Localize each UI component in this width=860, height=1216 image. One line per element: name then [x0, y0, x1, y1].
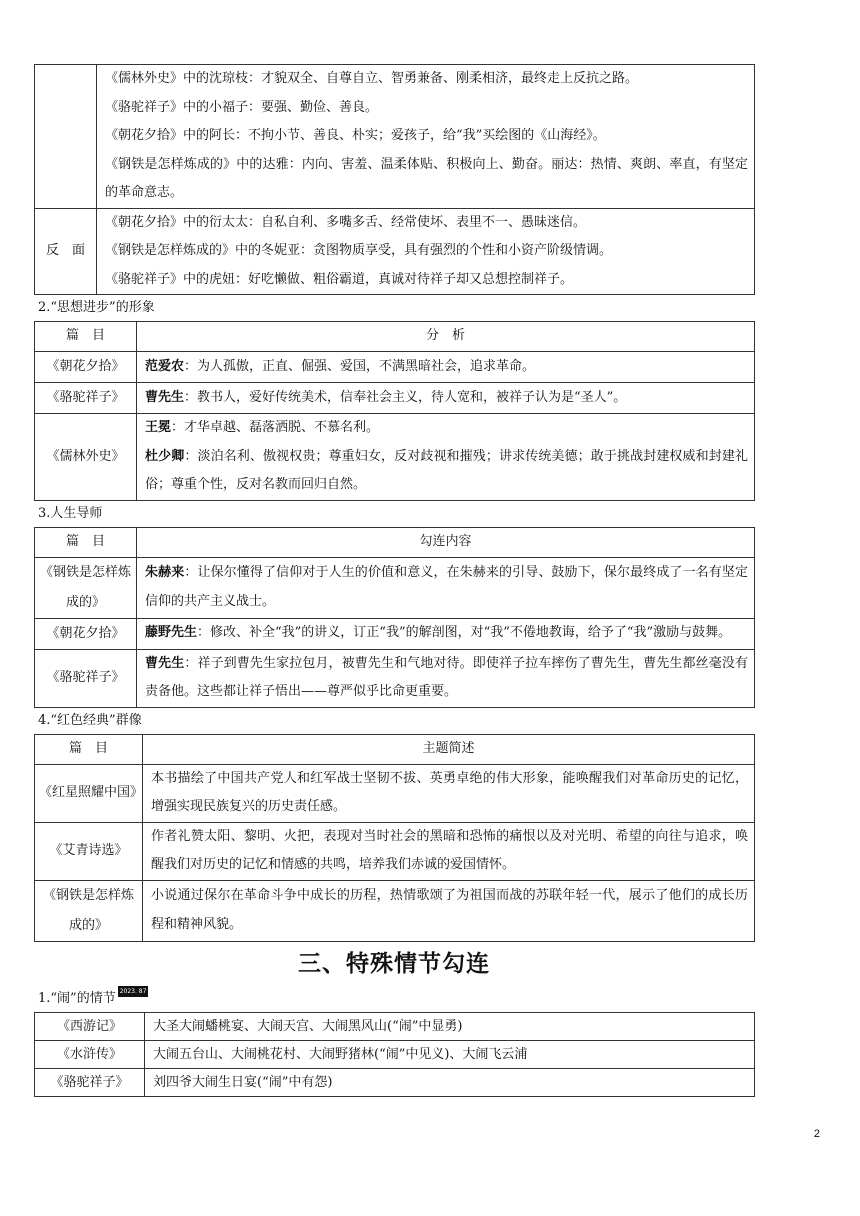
theme-summary: 小说通过保尔在革命斗争中成长的历程，热情歌颂了为祖国而战的苏联年轻一代，展示了他们的成长历程和精神风貌。 — [143, 880, 755, 941]
book-title: 《艾青诗选》 — [35, 822, 143, 880]
red-classics-table — [34, 734, 755, 942]
section-title-text: 1.“闹”的情节 — [38, 990, 116, 1006]
text-line: 《朝花夕拾》中的衍太太：自私自利、多嘴多舌、经常使坏、表里不一、愚昧迷信。 — [105, 214, 587, 230]
table-row — [35, 1068, 755, 1096]
book-title: 《骆驼祥子》 — [35, 649, 137, 707]
character-name: 范爱农 — [145, 358, 185, 374]
column-header: 分 析 — [137, 322, 755, 352]
cell-content — [137, 414, 755, 501]
section-title: 2.“思想进步”的形象 — [38, 300, 155, 315]
mentor-description: ：让保尔懂得了信仰对于人生的价值和意义，在朱赫来的引导、鼓励下，保尔最终成了一名有坚定信仰的共产主义战士。 — [145, 565, 748, 609]
text-line: 《骆驼祥子》中的虎妞：好吃懒做、粗俗霸道，真诚对待祥子却又总想控制祥子。 — [105, 271, 574, 287]
document-page — [34, 64, 754, 1097]
character-analysis: ：教书人，爱好传统美术，信奉社会主义，待人宽和，被祥子认为是“圣人”。 — [184, 389, 627, 405]
character-name: 王冕 — [145, 420, 172, 435]
section-heading: 三、特殊情节勾连 — [298, 950, 490, 977]
character-name: 杜少卿 — [145, 448, 185, 464]
column-header: 篇 目 — [35, 527, 137, 557]
plot-list: 刘四爷大闹生日宴(“闹”中有怨) — [145, 1068, 755, 1096]
text-line: 《儒林外史》中的沈琼枝：才貌双全、自尊自立、智勇兼备、刚柔相济，最终走上反抗之路。 — [105, 71, 639, 86]
book-title: 《钢铁是怎样炼成的》 — [35, 880, 143, 941]
table-header-row — [35, 527, 755, 557]
book-title: 《朝花夕拾》 — [35, 618, 137, 649]
theme-summary: 本书描绘了中国共产党人和红军战士坚韧不拔、英勇卓绝的伟大形象，能唤醒我们对革命历史的记忆，增强实现民族复兴的历史责任感。 — [143, 764, 755, 822]
column-header: 勾连内容 — [137, 527, 755, 557]
column-header: 主题简述 — [143, 734, 755, 764]
section-title: 4.“红色经典”群像 — [38, 712, 142, 728]
table-row — [35, 764, 755, 822]
book-title: 《朝花夕拾》 — [35, 352, 137, 383]
table-row — [35, 557, 755, 618]
table-row — [35, 1040, 755, 1068]
table-row — [35, 1012, 755, 1040]
column-header: 篇 目 — [35, 322, 137, 352]
book-title: 《西游记》 — [35, 1012, 145, 1040]
row-label: 反 面 — [35, 208, 97, 295]
text-line: 《钢铁是怎样炼成的》中的达雅：内向、害羞、温柔体贴、积极向上、勤奋。丽达：热情、爽朗、率直，有坚定的革命意志。 — [105, 156, 748, 200]
text-line — [145, 443, 748, 500]
text-line — [145, 414, 748, 443]
table-row — [35, 649, 755, 707]
character-table — [34, 64, 755, 295]
table-row — [35, 65, 755, 209]
table-row — [35, 618, 755, 649]
cell-content — [97, 208, 755, 295]
plot-list: 大圣大闹蟠桃宴、大闹天宫、大闹黑风山(“闹”中显勇) — [145, 1012, 755, 1040]
uproar-plot-table — [34, 1012, 755, 1097]
cell-content — [137, 618, 755, 649]
text-line: 《骆驼祥子》中的小福子：要强、勤俭、善良。 — [105, 99, 379, 115]
exam-year-badge: 2023. 87 — [119, 987, 147, 995]
book-title: 《钢铁是怎样炼成的》 — [35, 557, 137, 618]
section-title — [34, 986, 754, 1012]
cell-content — [137, 352, 755, 383]
character-analysis: ：淡泊名利、傲视权贵；尊重妇女，反对歧视和摧残；讲求传统美德；敢于挑战封建权威和封建礼俗；尊重个性，反对名教而回归自然。 — [145, 448, 748, 492]
table-row — [35, 383, 755, 414]
book-title: 《骆驼祥子》 — [35, 1068, 145, 1096]
table-row — [35, 822, 755, 880]
character-name: 曹先生 — [145, 655, 185, 671]
book-title: 《儒林外史》 — [35, 414, 137, 501]
mentor-table — [34, 527, 755, 708]
text-line: 《朝花夕拾》中的阿长：不拘小节、善良、朴实；爱孩子，给“我”买绘图的《山海经》。 — [105, 128, 606, 143]
cell-content — [97, 65, 755, 209]
table-row — [35, 414, 755, 501]
column-header: 篇 目 — [35, 734, 143, 764]
text-line: 《钢铁是怎样炼成的》中的冬妮亚：贪图物质享受，具有强烈的个性和小资产阶级情调。 — [105, 243, 613, 258]
row-label — [35, 65, 97, 209]
progressive-figures-table — [34, 321, 755, 501]
book-title: 《水浒传》 — [35, 1040, 145, 1068]
section-title: 3.人生导师 — [38, 505, 103, 521]
table-header-row — [35, 322, 755, 352]
cell-content — [137, 557, 755, 618]
character-name: 朱赫来 — [145, 565, 185, 580]
page-number: 2 — [813, 1128, 820, 1140]
table-header-row — [35, 734, 755, 764]
cell-content — [137, 649, 755, 707]
plot-list: 大闹五台山、大闹桃花村、大闹野猪林(“闹”中见义)、大闹飞云浦 — [145, 1040, 755, 1068]
table-row — [35, 208, 755, 295]
book-title: 《红星照耀中国》 — [35, 764, 143, 822]
mentor-description: ：修改、补全“我”的讲义，订正“我”的解剖图，对“我”不倦地教诲，给予了“我”激励与鼓舞。 — [197, 625, 732, 641]
cell-content — [137, 383, 755, 414]
table-row — [35, 880, 755, 941]
character-analysis: ：才华卓越、磊落洒脱、不慕名利。 — [171, 420, 380, 435]
table-row — [35, 352, 755, 383]
theme-summary: 作者礼赞太阳、黎明、火把，表现对当时社会的黑暗和恐怖的痛恨以及对光明、希望的向往与追求，唤醒我们对历史的记忆和情感的共鸣，培养我们赤诚的爱国情怀。 — [143, 822, 755, 880]
mentor-description: ：祥子到曹先生家拉包月，被曹先生和气地对待。即使祥子拉车摔伤了曹先生，曹先生都丝毫没有责备他。这些都让祥子悟出——尊严似乎比命更重要。 — [145, 655, 748, 699]
character-analysis: ：为人孤傲，正直、倔强、爱国，不满黑暗社会，追求革命。 — [184, 358, 536, 374]
book-title: 《骆驼祥子》 — [35, 383, 137, 414]
character-name: 曹先生 — [145, 389, 185, 405]
character-name: 藤野先生 — [145, 625, 198, 641]
